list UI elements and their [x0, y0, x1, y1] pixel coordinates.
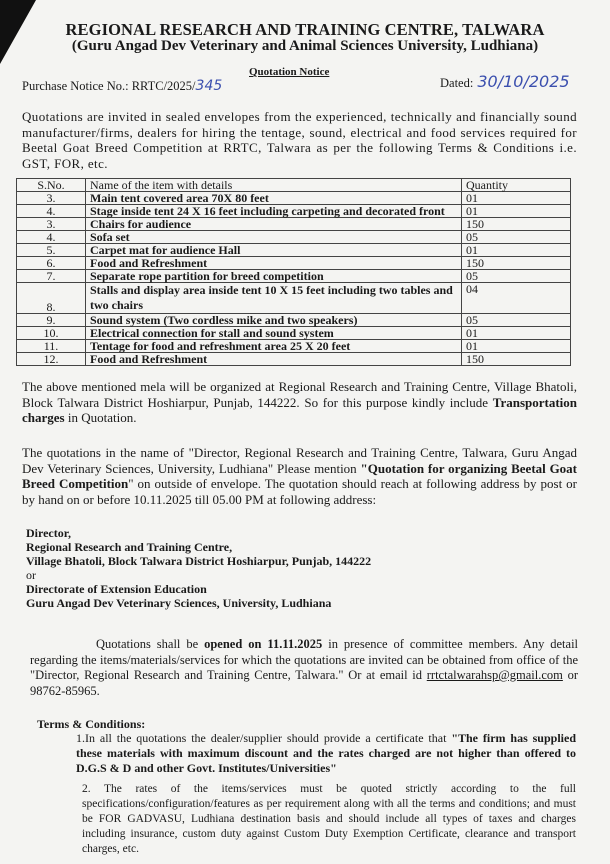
table-row	[17, 270, 571, 283]
table-header-row	[17, 179, 571, 192]
purchase-notice-handwritten: 345	[195, 78, 223, 94]
header-name: Name of the item with details	[86, 179, 462, 192]
opening-post: in presence of committee members. Any detail regarding the items/materials/services for which the quotations are invited can be obtained from office of the "Director, Regional Research and Training Centre, Talwara." Or at email id	[30, 637, 579, 682]
table-row	[17, 257, 571, 270]
envelope-label: "Quotation for organizing Beetal Goat Breed Competition	[22, 460, 578, 491]
opening-pre: Quotations shall be	[96, 637, 199, 651]
row-name: Tentage for food and refreshment area 25 X 20 feet	[86, 340, 462, 353]
items-table	[16, 178, 571, 366]
row-sno: 7.	[17, 270, 86, 283]
row-qty: 04	[462, 283, 571, 314]
row-qty: 01	[462, 340, 571, 353]
row-sno: 10.	[17, 327, 86, 340]
address-line: Regional Research and Training Centre,	[26, 540, 233, 554]
row-sno: 5.	[17, 244, 86, 257]
phone-number: or 98762-85965.	[30, 668, 579, 698]
row-sno: 4.	[17, 231, 86, 244]
row-name: Food and Refreshment	[86, 257, 462, 270]
address-or: or	[26, 568, 36, 582]
row-qty: 150	[462, 257, 571, 270]
address-block	[26, 526, 371, 610]
table-row	[17, 244, 571, 257]
table-row	[17, 353, 571, 366]
submission-paragraph	[22, 445, 577, 507]
row-qty: 01	[462, 244, 571, 257]
venue-text: The above mentioned mela will be organized at Regional Research and Training Centre, Village Bhatoli, Block Talwara District Hoshiarpur, Punjab, 144222. So for this purpose kindly include	[22, 379, 577, 410]
row-sno: 3.	[17, 192, 86, 205]
table-row	[17, 192, 571, 205]
notice-title: Quotation Notice	[249, 66, 330, 78]
row-name: Main tent covered area 70X 80 feet	[86, 192, 462, 205]
institution-title: REGIONAL RESEARCH AND TRAINING CENTRE, TALWARA	[65, 20, 545, 39]
table-row	[17, 205, 571, 218]
dated-handwritten: 30/10/2025	[477, 72, 570, 91]
row-name: Chairs for audience	[86, 218, 462, 231]
notice-date	[440, 72, 570, 91]
purchase-notice-number	[22, 78, 222, 94]
row-sno: 3.	[17, 218, 86, 231]
transportation-charges: Transportation charges	[22, 394, 578, 425]
row-sno: 4.	[17, 205, 86, 218]
opening-date: opened on 11.11.2025	[204, 637, 323, 651]
row-qty: 01	[462, 205, 571, 218]
address-line: Director,	[26, 526, 71, 540]
row-sno: 12.	[17, 353, 86, 366]
row-sno: 11.	[17, 340, 86, 353]
row-sno: 6.	[17, 257, 86, 270]
table-row	[17, 340, 571, 353]
dated-label: Dated:	[440, 76, 474, 90]
row-name: Food and Refreshment	[86, 353, 462, 366]
submission-text: The quotations in the name of "Director, Regional Research and Training Centre, Talwara, Guru Angad Dev Veterinary Sciences, University, Ludhiana" Please mention	[22, 445, 577, 476]
table-row	[17, 218, 571, 231]
row-qty: 05	[462, 231, 571, 244]
row-name: Sound system (Two cordless mike and two speakers)	[86, 314, 462, 327]
term-1-certificate: "The firm has supplied these materials with maximum discount and the rates charged are not higher than offered to D.G.S & D and other Govt. Institutes/Universities"	[76, 731, 576, 775]
table-row	[17, 231, 571, 244]
row-qty: 150	[462, 218, 571, 231]
row-sno: 9.	[17, 314, 86, 327]
term-1	[76, 731, 576, 776]
address-line: Village Bhatoli, Block Talwara District Hoshiarpur, Punjab, 144222	[26, 554, 372, 568]
row-name: Carpet mat for audience Hall	[86, 244, 462, 257]
table-row	[17, 327, 571, 340]
address-line: Directorate of Extension Education	[26, 582, 207, 596]
row-qty: 150	[462, 353, 571, 366]
row-name: Electrical connection for stall and sound system	[86, 327, 462, 340]
intro-paragraph: Quotations are invited in sealed envelopes from the experienced, technically and financially sound manufacturer/firms, dealers for hiring the tentage, sound, electrical and food services required for Beetal Goat Breed Competition at RRTC, Talwara as per the following Terms & Conditions i.e. GST, FOR, etc.	[22, 109, 577, 171]
opening-paragraph	[30, 637, 578, 699]
email-link[interactable]: rrtctalwarahsp@gmail.com	[426, 668, 563, 682]
term-2: 2. The rates of the items/services must be quoted strictly according to the full specifications/configuration/features as per requirement along with all the terms and conditions; and must be FOR GADVASU, Ludhiana destination basis and should include all types of taxes and charges including insurance, custom duty against Custom Duty Exemption Certificate, clearance and transport charges, etc.	[82, 783, 576, 855]
venue-tail: in Quotation.	[67, 410, 137, 425]
row-qty: 05	[462, 314, 571, 327]
header-qty: Quantity	[462, 179, 571, 192]
row-qty: 01	[462, 327, 571, 340]
venue-paragraph	[22, 379, 577, 426]
row-name: Separate rope partition for breed competition	[86, 270, 462, 283]
row-name: Stalls and display area inside tent 10 X 15 feet including two tables and two chairs	[86, 283, 462, 314]
term-1-text: 1.In all the quotations the dealer/supplier should provide a certificate that	[76, 731, 447, 745]
row-qty: 05	[462, 270, 571, 283]
row-name: Stage inside tent 24 X 16 feet including carpeting and decorated front	[86, 205, 462, 218]
submission-text-2: " on outside of envelope. The quotation should reach at following address by post or by hand on or before 10.11.2025 till 05.00 PM at following address:	[22, 476, 577, 507]
table-row	[17, 283, 571, 314]
row-name: Sofa set	[86, 231, 462, 244]
purchase-notice-label: Purchase Notice No.: RRTC/2025/	[22, 79, 196, 93]
row-qty: 01	[462, 192, 571, 205]
university-subtitle: (Guru Angad Dev Veterinary and Animal Sciences University, Ludhiana)	[71, 38, 539, 54]
table-row	[17, 314, 571, 327]
address-line: Guru Angad Dev Veterinary Sciences, University, Ludhiana	[26, 596, 332, 610]
row-sno: 8.	[17, 283, 86, 314]
header-sno: S.No.	[17, 179, 86, 192]
terms-heading: Terms & Conditions:	[37, 717, 146, 731]
